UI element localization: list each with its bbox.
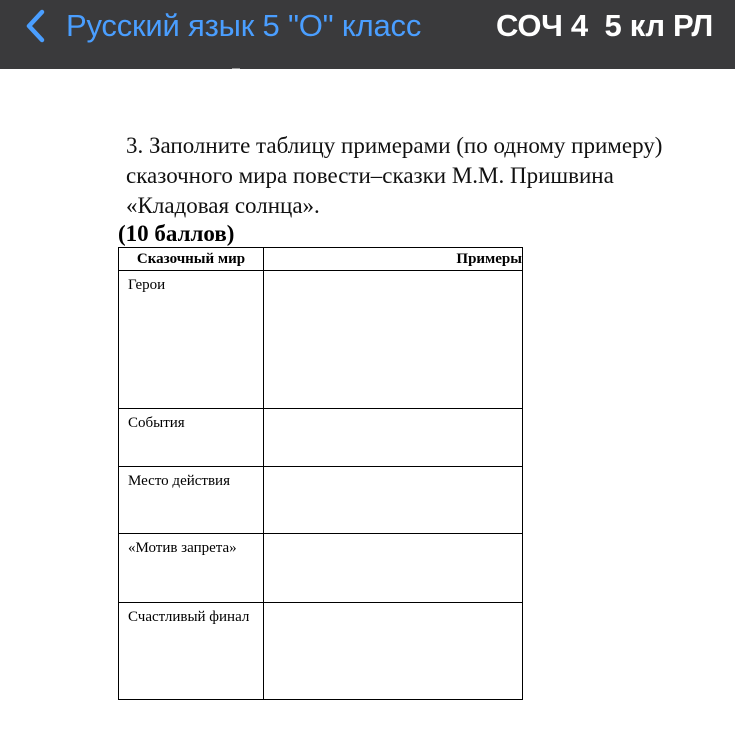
row-category-label: Место действия	[119, 467, 264, 534]
column-header-examples: Примеры	[264, 248, 523, 271]
question-line: сказочного мира повести–сказки М.М. Пришвина	[126, 163, 614, 188]
column-header-category: Сказочный мир	[119, 248, 264, 271]
row-category-label: Герои	[119, 271, 264, 409]
table-row	[119, 534, 523, 603]
example-cell	[264, 409, 523, 467]
table-row	[119, 603, 523, 700]
chevron-left-icon	[22, 6, 50, 46]
page-title: СОЧ 4 5 кл РЛ	[496, 8, 713, 43]
question-line: 3. Заполните таблицу примерами (по одному примеру)	[126, 133, 663, 158]
table-header-row	[119, 248, 523, 271]
table-row	[119, 467, 523, 534]
table-row	[119, 409, 523, 467]
navigation-bar	[0, 0, 735, 69]
question-line: «Кладовая солнца».	[126, 193, 320, 218]
row-category-label: «Мотив запрета»	[119, 534, 264, 603]
row-category-label: События	[119, 409, 264, 467]
document-image	[0, 69, 735, 736]
question-text	[126, 131, 726, 221]
back-button[interactable]	[22, 6, 421, 46]
example-cell	[264, 603, 523, 700]
table-row	[119, 271, 523, 409]
example-cell	[264, 534, 523, 603]
row-category-label: Счастливый финал	[119, 603, 264, 700]
example-cell	[264, 271, 523, 409]
answer-table	[118, 247, 523, 700]
points-label: (10 баллов)	[118, 221, 235, 246]
example-cell	[264, 467, 523, 534]
back-button-label[interactable]: Русский язык 5 "О" класс	[66, 8, 422, 43]
